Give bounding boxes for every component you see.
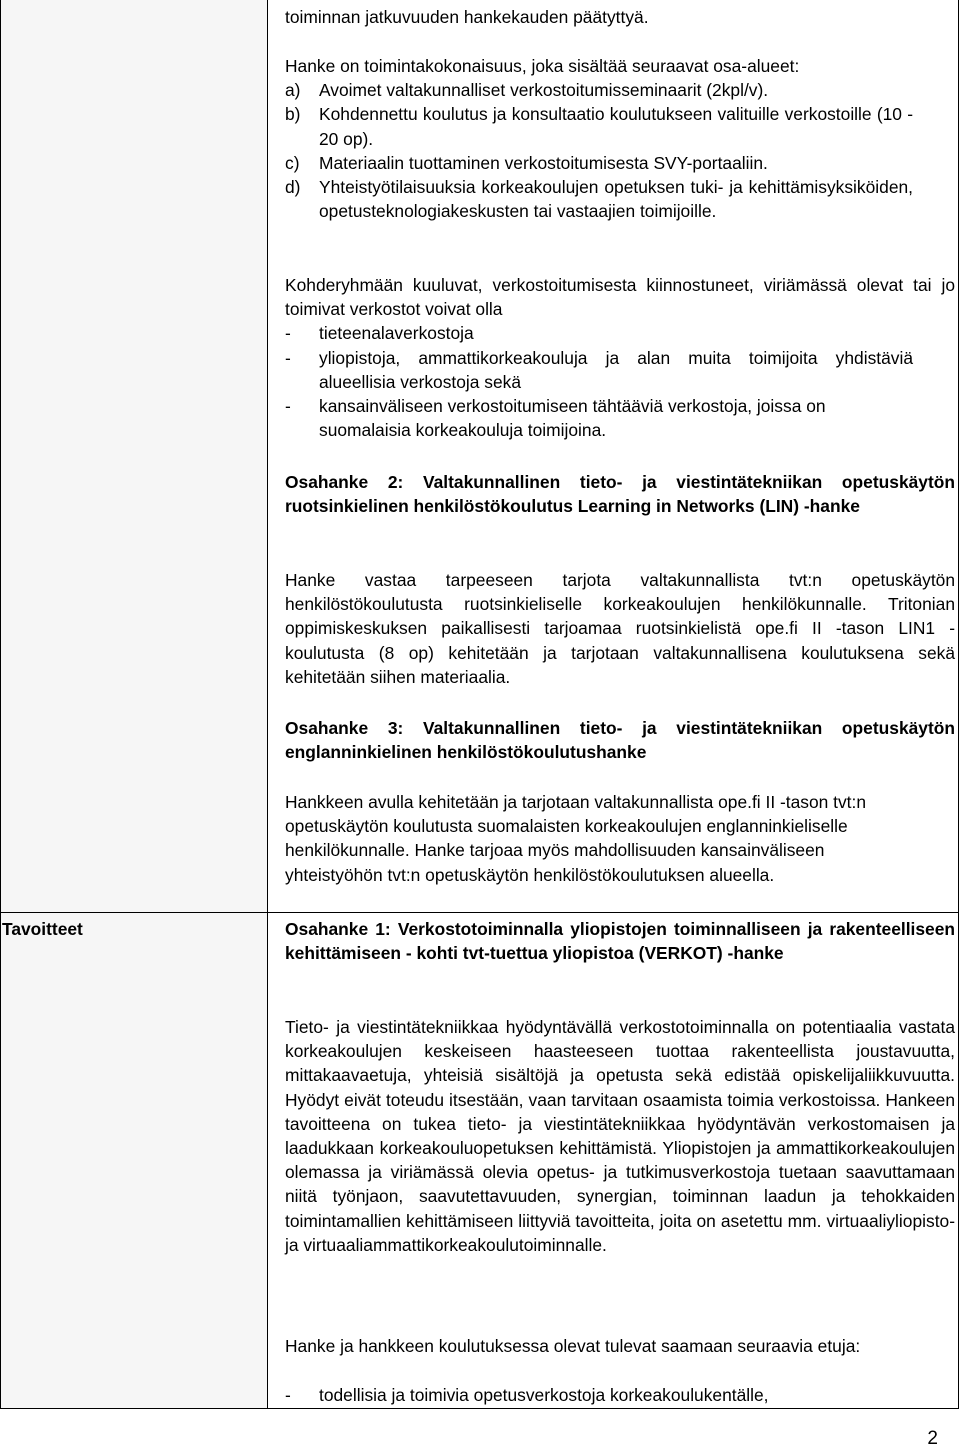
list-item: b) Kohdennettu koulutus ja konsultaatio koulutukseen valituille verkostoille (10 - 20 op). xyxy=(285,104,913,149)
benefits-lead: Hanke ja hankkeen koulutuksessa olevat tulevat saamaan seuraavia etuja: xyxy=(285,1336,861,1356)
table-border-middle xyxy=(267,0,268,1409)
continued-line: toiminnan jatkuvuuden hankekauden päätyttyä. xyxy=(285,7,649,27)
benefits-list xyxy=(285,1383,955,1407)
subproject2-body: Hanke vastaa tarpeeseen tarjota valtakunnallista tvt:n opetuskäytön henkilöstökoulutusta ruotsinkieliselle korkeakoulujen henkilökunnalle. Tritonian oppimiskeskuksen paikallisesti tarjoamaa ruotsinkielistä ope.fi II -tason LIN1 -koulutusta (8 op) kehitetään ja tarjotaan valtakunnallisena koulutuksena sekä kehitetään siihen materiaalia. xyxy=(285,570,955,687)
table-border-left xyxy=(0,0,1,1409)
target-group-lead: Kohderyhmään kuuluvat, verkostoitumisesta kiinnostuneet, viriämässä olevat tai jo toimivat verkostot voivat olla xyxy=(285,275,955,320)
table-border-bottom xyxy=(0,1408,959,1409)
label-column-background xyxy=(1,0,267,1408)
subproject3-body: Hankkeen avulla kehitetään ja tarjotaan valtakunnallista ope.fi II -tason tvt:n opetuskäytön koulutusta suomalaisten korkeakoulujen englanninkieliselle henkilökunnalle. Hanke tarjoaa myös mahdollisuuden kansainväliseen yhteistyöhön tvt:n opetuskäytön henkilöstökoulutuksen alueella. xyxy=(285,792,867,885)
subproject1-heading: Osahanke 1: Verkostotoiminnalla yliopistojen toiminnalliseen ja rakenteelliseen kehittämiseen - kohti tvt-tuettua yliopistoa (VERKOT) -hanke xyxy=(285,919,955,964)
project-intro-lead: Hanke on toimintakokonaisuus, joka sisältää seuraavat osa-alueet: xyxy=(285,56,800,76)
table-border-right xyxy=(958,0,959,1409)
subproject3-heading: Osahanke 3: Valtakunnallinen tieto- ja viestintätekniikan opetuskäytön englanninkielinen henkilöstökoulutushanke xyxy=(285,718,955,763)
list-item: - kansainväliseen verkostoitumiseen tähtääviä verkostoja, joissa on suomalaisia korkeakouluja toimijoina. xyxy=(285,396,826,441)
list-item: a) Avoimet valtakunnalliset verkostoitumisseminaarit (2kpl/v). xyxy=(285,80,769,101)
goals-body: Tieto- ja viestintätekniikkaa hyödyntävällä verkostotoiminnalla on potentiaalia vastata korkeakoulujen keskeiseen haasteeseen tuottaa rakenteellista joustavuutta, mittakaavaetuja, yhteisiä sisältöjä ja opetusta sekä edistää opiskelijaliikkuvuutta. Hyödyt eivät toteudu itsestään, vaan tarvitaan osaamista toimia verkostoissa. Hankeen tavoitteena on tukea tieto- ja viestintätekniikkaa hyödyntävän verkostomaisen ja laadukkaan korkeakouluopetuksen kehittämistä. Yliopistojen ja ammattikorkeakoulujen olemassa ja viriämässä olevia opetus- ja tutkimusverkostoja tuetaan saavuttamaan niitä työnjaon, saavutettavuuden, synergian, toiminnan laadun ja tehokkaiden toimintamallien kehittämiseen liittyviä tavoitteita, joita on asetettu mm. virtuaaliyliopisto- ja virtuaaliammattikorkeakoulutoiminnalle. xyxy=(285,1017,955,1255)
list-item: - todellisia ja toimivia opetusverkostoja korkeakoulukentälle, xyxy=(285,1385,769,1405)
subproject2-heading: Osahanke 2: Valtakunnallinen tieto- ja viestintätekniikan opetuskäytön ruotsinkielinen henkilöstökoulutus Learning in Networks (LIN) -hanke xyxy=(285,472,955,517)
project-intro xyxy=(285,54,955,223)
page-number: 2 xyxy=(927,1428,938,1449)
list-item: d) Yhteistyötilaisuuksia korkeakoulujen opetuksen tuki- ja kehittämisyksiköiden, opetusteknologiakeskusten tai vastaajien toimijoille. xyxy=(285,177,913,222)
goals-row-label: Tavoitteet xyxy=(2,919,83,939)
list-item: - yliopistoja, ammattikorkeakouluja ja alan muita toimijoita yhdistäviä alueellisia verkostoja sekä xyxy=(285,347,913,392)
target-group xyxy=(285,273,955,442)
list-item: c) Materiaalin tuottaminen verkostoitumisesta SVY-portaaliin. xyxy=(285,152,768,173)
table-row-divider xyxy=(0,912,959,913)
list-item: - tieteenalaverkostoja xyxy=(285,323,474,344)
